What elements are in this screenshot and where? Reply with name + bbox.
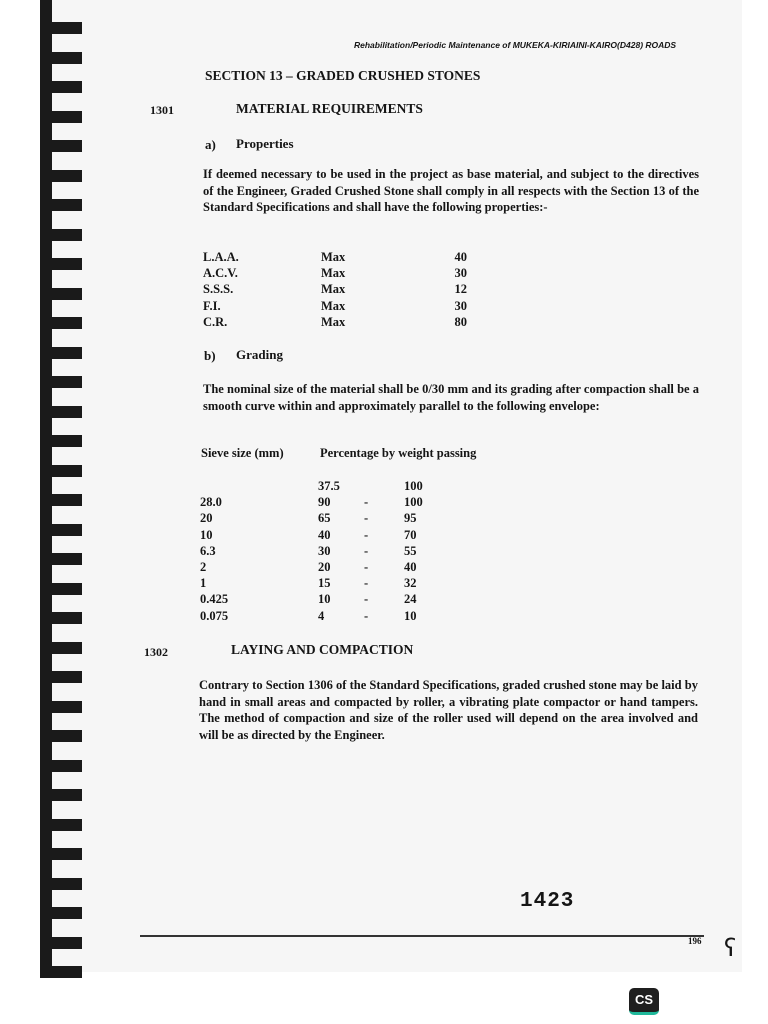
sieve-size: 10 (200, 527, 213, 542)
percent-high: 100 (404, 479, 423, 493)
sub-b-label: b) (204, 348, 216, 363)
property-limit: Max (321, 266, 346, 281)
binding-ring (40, 701, 82, 713)
percent-low: 30 (318, 543, 331, 558)
clause-title-laying-compaction: LAYING AND COMPACTION (231, 642, 414, 657)
binding-ring (40, 22, 82, 34)
percent-high: 24 (404, 592, 417, 607)
percent-high: 55 (404, 543, 417, 558)
binding-ring (40, 288, 82, 300)
sieve-size: 28.0 (200, 495, 222, 510)
percent-high: 70 (404, 527, 417, 542)
signature-mark: ʕ (724, 934, 737, 962)
property-name: L.A.A. (203, 250, 239, 264)
clause-title-material-requirements: MATERIAL REQUIREMENTS (236, 101, 423, 116)
property-limit: Max (321, 250, 346, 264)
binding-ring (40, 140, 82, 152)
percent-low: 40 (318, 527, 331, 542)
percent-low: 20 (318, 559, 331, 574)
range-dash: - (364, 559, 369, 574)
percent-high: 100 (404, 495, 423, 510)
binding-ring (40, 583, 82, 595)
binding-ring (40, 317, 82, 329)
range-dash: - (364, 543, 369, 558)
binding-ring (40, 406, 82, 418)
running-header: Rehabilitation/Periodic Maintenance of MUKEKA-KIRIAINI-KAIRO(D428) ROADS (354, 40, 677, 50)
percent-high: 32 (404, 576, 417, 591)
range-dash: - (364, 576, 369, 591)
sub-a-title: Properties (236, 136, 294, 151)
binding-ring (40, 642, 82, 654)
binding-ring (40, 966, 82, 978)
property-name: F.I. (203, 298, 221, 313)
binding-ring (40, 760, 82, 772)
grading-paragraph: The nominal size of the material shall be 0/30 mm and its grading after compaction shall be a smooth curve within and approximately parallel to the following envelope: (203, 382, 699, 413)
range-dash: - (364, 592, 369, 607)
sub-a-label: a) (205, 137, 216, 152)
binding-ring (40, 435, 82, 447)
range-dash: - (364, 495, 369, 510)
binding-ring (40, 52, 82, 64)
property-name: A.C.V. (203, 266, 238, 281)
property-limit: Max (321, 282, 346, 297)
binding-ring (40, 671, 82, 683)
clause-number-1301: 1301 (150, 103, 174, 117)
range-dash: - (364, 608, 369, 623)
property-value: 30 (454, 266, 467, 281)
handwritten-number: 1423 (520, 890, 575, 913)
property-name: C.R. (203, 314, 228, 329)
binding-ring (40, 907, 82, 919)
binding-ring (40, 494, 82, 506)
property-value: 80 (454, 314, 467, 329)
range-dash: - (364, 511, 369, 526)
binding-ring (40, 229, 82, 241)
percent-low: 65 (318, 511, 331, 526)
clause-number-1302: 1302 (144, 645, 168, 659)
binding-ring (40, 81, 82, 93)
percent-low: 15 (318, 576, 331, 591)
range-dash: - (364, 527, 369, 542)
binding-ring (40, 848, 82, 860)
property-value: 12 (454, 282, 467, 297)
binding-ring (40, 730, 82, 742)
binding-ring (40, 376, 82, 388)
section-title: SECTION 13 – GRADED CRUSHED STONES (205, 68, 481, 83)
percent-low: 10 (318, 592, 331, 607)
scanner-app-badge: CS (629, 988, 659, 1015)
sub-b-title: Grading (236, 347, 283, 362)
binding-ring (40, 199, 82, 211)
sieve-size: 1 (200, 576, 207, 591)
properties-paragraph: If deemed necessary to be used in the project as base material, and subject to the directives of the Engineer, Graded Crushed Stone shall comply in all respects with the Section 13 of the Standard Specifications and shall have the following properties:- (203, 167, 699, 214)
binding-ring (40, 111, 82, 123)
percent-low: 90 (318, 495, 331, 510)
property-limit: Max (321, 314, 346, 329)
grading-header-sieve: Sieve size (mm) (201, 446, 284, 460)
binding-ring (40, 789, 82, 801)
binding-ring (40, 170, 82, 182)
property-value: 30 (454, 298, 467, 313)
percent-high: 95 (404, 511, 417, 526)
percent-high: 10 (404, 608, 417, 623)
property-name: S.S.S. (203, 282, 234, 297)
percent-low: 37.5 (318, 479, 340, 493)
spiral-binding (40, 0, 82, 972)
percent-high: 40 (404, 559, 417, 574)
grading-header-percentage: Percentage by weight passing (320, 446, 477, 460)
percent-low: 4 (318, 608, 325, 623)
binding-ring (40, 878, 82, 890)
sieve-size: 20 (200, 511, 213, 526)
binding-ring (40, 937, 82, 949)
binding-ring (40, 524, 82, 536)
document-page (40, 0, 742, 972)
binding-ring (40, 465, 82, 477)
page-number: 196 (688, 936, 702, 946)
footer-rule (140, 935, 704, 937)
property-value: 40 (454, 250, 467, 264)
sieve-size: 2 (200, 559, 207, 574)
property-limit: Max (321, 298, 346, 313)
sieve-size: 6.3 (200, 543, 216, 558)
sieve-size: 0.075 (200, 608, 229, 623)
sieve-size: 0.425 (200, 592, 229, 607)
binding-ring (40, 819, 82, 831)
laying-paragraph: Contrary to Section 1306 of the Standard Specifications, graded crushed stone may be laid by hand in small areas and compacted by roller, a vibrating plate compactor or hand tampers. The method of compaction and size of the roller used will depend on the area involved and will be as directed by the Engineer. (199, 678, 698, 742)
binding-ring (40, 612, 82, 624)
binding-ring (40, 258, 82, 270)
binding-ring (40, 553, 82, 565)
binding-ring (40, 347, 82, 359)
